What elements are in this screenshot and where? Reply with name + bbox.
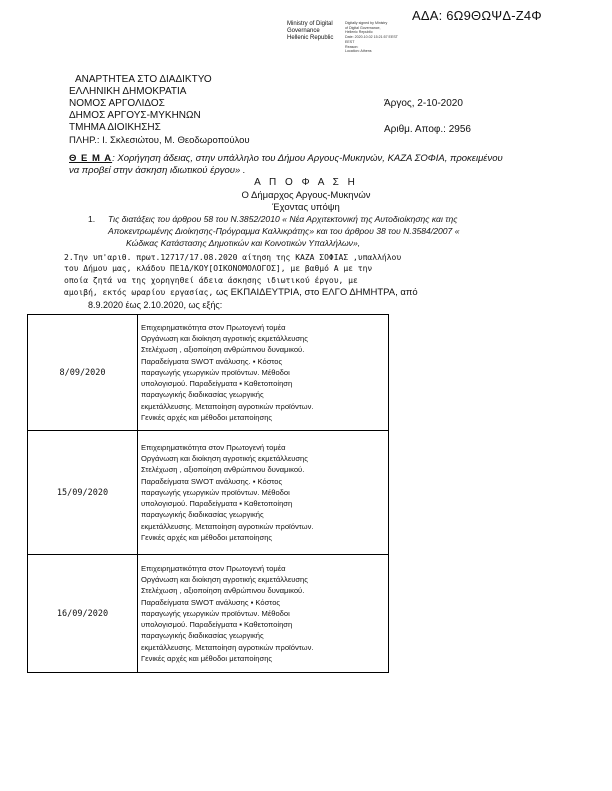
desc-line: Στελέχωση , αξιοποίηση ανθρώπινου δυναμικού.: [141, 586, 305, 596]
date-cell: 16/09/2020: [28, 555, 138, 673]
signature-meta: [345, 21, 398, 54]
signature-line: Governance: [287, 28, 320, 35]
subject-text: : Χορήγηση άδειας, στην υπάλληλο του Δήμου Αργους-Μυκηνών, ΚΑΖΑ ΣΟΦΙΑ, προκειμένου: [112, 153, 503, 164]
desc-line: παραγωγικής διαδικασίας γεωργικής: [141, 390, 264, 400]
item2-line: 8.9.2020 έως 2.10.2020, ως εξής:: [88, 300, 223, 310]
item2-line: του Δήμου μας, κλάδου ΠΕ1Δ/ΚΟΥ[ΟΙΚΟΝΟΜΟΛΟΓΟΣ], με βαθμό Α με την: [64, 264, 373, 273]
date-cell: 8/09/2020: [28, 315, 138, 431]
table-row: [28, 315, 389, 431]
desc-line: Επιχειρηματικότητα στον Πρωτογενή τομέα: [141, 443, 286, 453]
desc-line: Οργάνωση και διοίκηση αγροτικής εκμετάλλευσης: [141, 575, 308, 585]
item2-line-part: ως ΕΚΠΑΙΔΕΥΤΡΙΑ, στο ΕΛΓΟ ΔΗΜΗΤΡΑ, από: [213, 287, 418, 298]
desc-line: παραγωγικής διαδικασίας γεωργικής: [141, 510, 264, 520]
desc-line: εκμετάλλευσης. Μεταποίηση αγροτικών προϊόντων.: [141, 401, 314, 411]
republic-label: ΕΛΛΗΝΙΚΗ ΔΗΜΟΚΡΑΤΙΑ: [69, 86, 187, 97]
place-date: Άργος, 2-10-2020: [384, 98, 463, 109]
department-label: ΤΜΗΜΑ ΔΙΟΙΚΗΣΗΣ: [69, 122, 161, 133]
desc-line: εκμετάλλευσης. Μεταποίηση αγροτικών προϊόντων.: [141, 521, 314, 531]
posted-online-label: ΑΝΑΡΤΗΤΕΑ ΣΤΟ ΔΙΑΔΙΚΤΥΟ: [75, 74, 212, 85]
desc-line: Οργάνωση και διοίκηση αγροτικής εκμετάλλευσης: [141, 454, 308, 464]
desc-line: Επιχειρηματικότητα στον Πρωτογενή τομέα: [141, 564, 286, 574]
signature-line: Hellenic Republic: [287, 35, 334, 42]
desc-line: παραγωγικής διαδικασίας γεωργικής: [141, 631, 264, 641]
subject-block: [69, 153, 503, 177]
mayor-line: Ο Δήμαρχος Αργους-Μυκηνών: [241, 190, 371, 201]
item2-line-part: αμοιβή, εκτός ωραρίου εργασίας,: [64, 288, 214, 297]
decision-title: Α Π Ο Φ Α Σ Η: [254, 177, 358, 188]
signature-meta-line: Hellenic Republic: [345, 30, 373, 35]
signature-meta-line: EEST: [345, 39, 355, 44]
desc-line: Γενικές αρχές και μέθοδοι μεταποίησης: [141, 532, 273, 542]
table-row: [28, 555, 389, 673]
desc-line: Επιχειρηματικότητα στον Πρωτογενή τομέα: [141, 323, 286, 333]
subject-label: Θ Ε Μ Α: [69, 153, 113, 164]
desc-line: Παραδείγματα SWOT ανάλυσης. ▪ Κόστος: [141, 476, 283, 486]
desc-line: Στελέχωση , αξιοποίηση ανθρώπινου δυναμικού.: [141, 465, 305, 475]
prefecture-label: ΝΟΜΟΣ ΑΡΓΟΛΙΔΟΣ: [69, 98, 165, 109]
desc-line: παραγωγής γεωργικών προϊόντων. Μέθοδοι: [141, 608, 290, 618]
desc-line: Οργάνωση και διοίκηση αγροτικής εκμετάλλευσης: [141, 334, 308, 344]
description-cell: [138, 555, 389, 673]
having-considered: Έχοντας υπόψη: [272, 202, 340, 213]
signature-meta-line: Date: 2020.10.02 15:21:57 EEST: [345, 35, 398, 40]
item1-line: Τις διατάξεις του άρθρου 58 του Ν.3852/2010 « Νέα Αρχιτεκτονική της Αυτοδιοίκησης και της: [108, 214, 458, 224]
desc-line: παραγωγής γεωργικών προϊόντων. Μέθοδοι: [141, 487, 290, 497]
desc-line: Παραδείγματα SWOT ανάλυσης ▪ Κόστος: [141, 597, 281, 607]
item1-line: Αποκεντρωμένης Διοίκησης-Πρόγραμμα Καλλικράτης» και του άρθρου 38 του Ν.3584/2007 «: [108, 226, 460, 236]
desc-line: υπολογισμού. Παραδείγματα ▪ Καθετοποίηση: [141, 620, 293, 630]
description-cell: [138, 431, 389, 555]
subject-text-cont: να προβεί στην άσκηση ιδιωτικού έργου» .: [69, 165, 246, 176]
desc-line: υπολογισμού. Παραδείγματα ▪ Καθετοποίηση: [141, 379, 293, 389]
signature-meta-line: of Digital Governance,: [345, 25, 381, 30]
desc-line: Γενικές αρχές και μέθοδοι μεταποίησης: [141, 653, 273, 663]
description-cell: [138, 315, 389, 431]
table-row: [28, 431, 389, 555]
info-contacts: ΠΛΗΡ.: Ι. Σκλεσιώτου, Μ. Θεοδωροπούλου: [69, 135, 250, 146]
item2-line: 2.Την υπ'αριθ. πρωτ.12717/17.08.2020 αίτηση της ΚΑΖΑ ΣΟΦΙΑΣ ,υπαλλήλου: [64, 253, 402, 262]
digital-signature-block: [287, 21, 333, 43]
item1-line: Κώδικας Κατάστασης Δημοτικών και Κοινοτικών Υπαλλήλων»,: [126, 238, 361, 248]
signature-meta-line: Location: Athens: [345, 49, 372, 54]
signature-line: Ministry of Digital: [287, 21, 333, 27]
item2-line: οποία ζητά να της χορηγηθεί άδεια άσκησης ιδιωτικού έργου, με: [64, 276, 358, 285]
ada-code: ΑΔΑ: 6Ω9ΘΩΨΔ-Ζ4Φ: [412, 8, 542, 23]
signature-meta-line: Digitally signed by Ministry: [345, 21, 388, 25]
municipality-label: ΔΗΜΟΣ ΑΡΓΟΥΣ-ΜΥΚΗΝΩΝ: [69, 110, 201, 121]
desc-line: Παραδείγματα SWOT ανάλυσης. ▪ Κόστος: [141, 356, 283, 366]
decision-number: Αριθμ. Αποφ.: 2956: [384, 124, 471, 135]
desc-line: υπολογισμού. Παραδείγματα ▪ Καθετοποίηση: [141, 499, 293, 509]
item-number: 1.: [88, 214, 96, 224]
desc-line: Γενικές αρχές και μέθοδοι μεταποίησης: [141, 412, 273, 422]
desc-line: Στελέχωση , αξιοποίηση ανθρώπινου δυναμικού.: [141, 345, 305, 355]
desc-line: παραγωγής γεωργικών προϊόντων. Μέθοδοι: [141, 367, 290, 377]
signature-meta-line: Reason:: [345, 44, 359, 49]
schedule-table: [27, 314, 389, 673]
item2-line: [64, 287, 418, 298]
desc-line: εκμετάλλευσης. Μεταποίηση αγροτικών προϊόντων.: [141, 642, 314, 652]
date-cell: 15/09/2020: [28, 431, 138, 555]
